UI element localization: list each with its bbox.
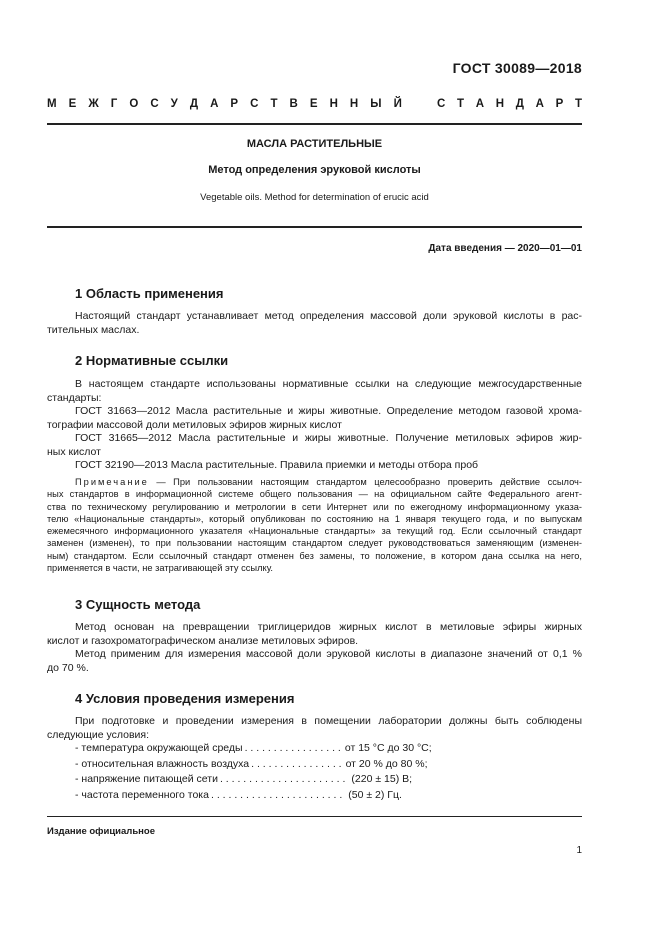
section-1-heading: 1 Область применения [75, 286, 224, 301]
section-3-body [47, 621, 582, 675]
note-line: ства по техническому регулированию и метрологии в сети Интернет или по ежегодному информационному указа- [47, 501, 582, 512]
condition-item: - относительная влажность воздуха . . . . . . . . . . . . . . . . от 20 % до 80 %; [75, 757, 428, 770]
banner-letter: Г [110, 98, 118, 110]
condition-item: - частота переменного тока . . . . . . . . . . . . . . . . . . . . . . . (50 ± 2) Гц. [75, 788, 402, 801]
title-rule [47, 226, 582, 228]
banner-letter: А [475, 98, 485, 110]
text-line: кислот и газохроматографическом анализе метиловых эфиров. [47, 634, 359, 647]
banner-letter: Т [270, 98, 278, 110]
document-title: МАСЛА РАСТИТЕЛЬНЫЕ [246, 138, 383, 150]
banner-letter: Н [495, 98, 505, 110]
banner-letter: Е [309, 98, 318, 110]
banner-letter: С [437, 98, 446, 110]
text-line: В настоящем стандарте использованы нормативные ссылки на следующие межгосударственные [75, 378, 582, 390]
text-line: Настоящий стандарт устанавливает метод определения массовой доли эруковой кислоты в рас- [75, 310, 582, 322]
text-line: тительных маслах. [47, 323, 140, 336]
note-block [47, 476, 582, 574]
banner-letter: О [129, 98, 139, 110]
banner-letter: С [150, 98, 159, 110]
text-line: стандарты: [47, 391, 102, 404]
interstate-word-1 [47, 98, 402, 110]
banner-letter: Е [68, 98, 77, 110]
reference-line: тографии массовой доли метиловых эфиров жирных кислот [47, 418, 342, 431]
standard-id: ГОСТ 30089—2018 [452, 60, 582, 76]
banner-letter: С [250, 98, 259, 110]
footer-rule [47, 816, 582, 817]
section-4-heading: 4 Условия проведения измерения [75, 691, 295, 706]
note-line: заменен (изменен), то при пользовании настоящим стандартом следует руководствоваться заменяющим (изменен- [47, 538, 582, 549]
section-3-heading: 3 Сущность метода [75, 597, 201, 612]
note-line: телю «Национальные стандарты», который опубликован по состоянию на 1 января текущего года, и по выпускам [47, 513, 582, 524]
section-4-body [47, 715, 582, 742]
section-1-body [47, 310, 582, 337]
banner-letter: Н [329, 98, 338, 110]
section-2-heading: 2 Нормативные ссылки [75, 353, 229, 368]
note-line: ных стандартов в информационной системе общего пользования — на официальном сайте Федерального агент- [47, 489, 582, 500]
banner-letter: Д [189, 98, 199, 110]
condition-item: - напряжение питающей сети . . . . . . . . . . . . . . . . . . . . . . (220 ± 15) В; [75, 773, 413, 785]
banner-letter: Й [393, 98, 402, 110]
banner-letter: Н [349, 98, 359, 110]
note-line: ежемесячного информационного указателя «Национальные стандарты» за текущий год. Если ссылочный стандарт [47, 526, 582, 537]
banner-letter: Р [555, 98, 564, 110]
note-line: применяется в части, не затрагивающей эту ссылку. [47, 563, 273, 574]
banner-letter: А [210, 98, 219, 110]
note-label: Примечание [75, 477, 149, 487]
reference-line: ГОСТ 32190—2013 Масла растительные. Правила приемки и методы отбора проб [75, 459, 479, 471]
document-subtitle: Метод определения эруковой кислоты [208, 164, 421, 176]
banner-letter: Ы [370, 98, 382, 110]
text-line: При подготовке и проведении измерения в помещении лаборатории должны быть соблюдены [75, 715, 582, 727]
text-line: до 70 %. [47, 661, 89, 674]
note-line: ным) стандартом. Если ссылочный стандарт отменен без замены, то положение, в котором дана ссылка на него, [47, 550, 582, 561]
top-rule [47, 123, 582, 125]
banner-letter: Д [515, 98, 524, 110]
page-number: 1 [576, 845, 582, 856]
banner-letter: Ж [88, 98, 99, 110]
english-title: Vegetable oils. Method for determination of erucic acid [200, 192, 429, 203]
banner-letter: М [47, 98, 57, 110]
section-2-body [47, 378, 582, 473]
condition-item: - температура окружающей среды . . . . . . . . . . . . . . . . . от 15 °С до 30 °С; [75, 742, 432, 754]
text-line: Метод основан на превращении триглицеридов жирных кислот в метиловые эфиры жирных [75, 621, 582, 633]
intro-date: Дата введения — 2020—01—01 [428, 243, 582, 254]
interstate-banner [47, 98, 582, 110]
text-line: Метод применим для измерения массовой доли эруковой кислоты в диапазоне значений от 0,1 % [75, 648, 582, 660]
banner-letter: Т [574, 98, 582, 110]
banner-letter: А [535, 98, 544, 110]
banner-letter: Р [230, 98, 239, 110]
interstate-word-2 [437, 98, 582, 110]
reference-line: ных кислот [47, 445, 101, 458]
note-line: Примечание — При пользовании настоящим стандартом целесообразно проверить действие ссылоч- [75, 477, 582, 487]
banner-letter: У [170, 98, 178, 110]
reference-line: ГОСТ 31665—2012 Масла растительные и жиры животные. Получение метиловых эфиров жир- [75, 432, 582, 444]
conditions-list [75, 741, 432, 803]
edition-label: Издание официальное [47, 826, 155, 837]
reference-line: ГОСТ 31663—2012 Масла растительные и жиры животные. Определение методом газовой хрома- [75, 405, 582, 417]
banner-letter: Т [457, 98, 465, 110]
text-line: следующие условия: [47, 728, 150, 741]
banner-letter: В [289, 98, 298, 110]
